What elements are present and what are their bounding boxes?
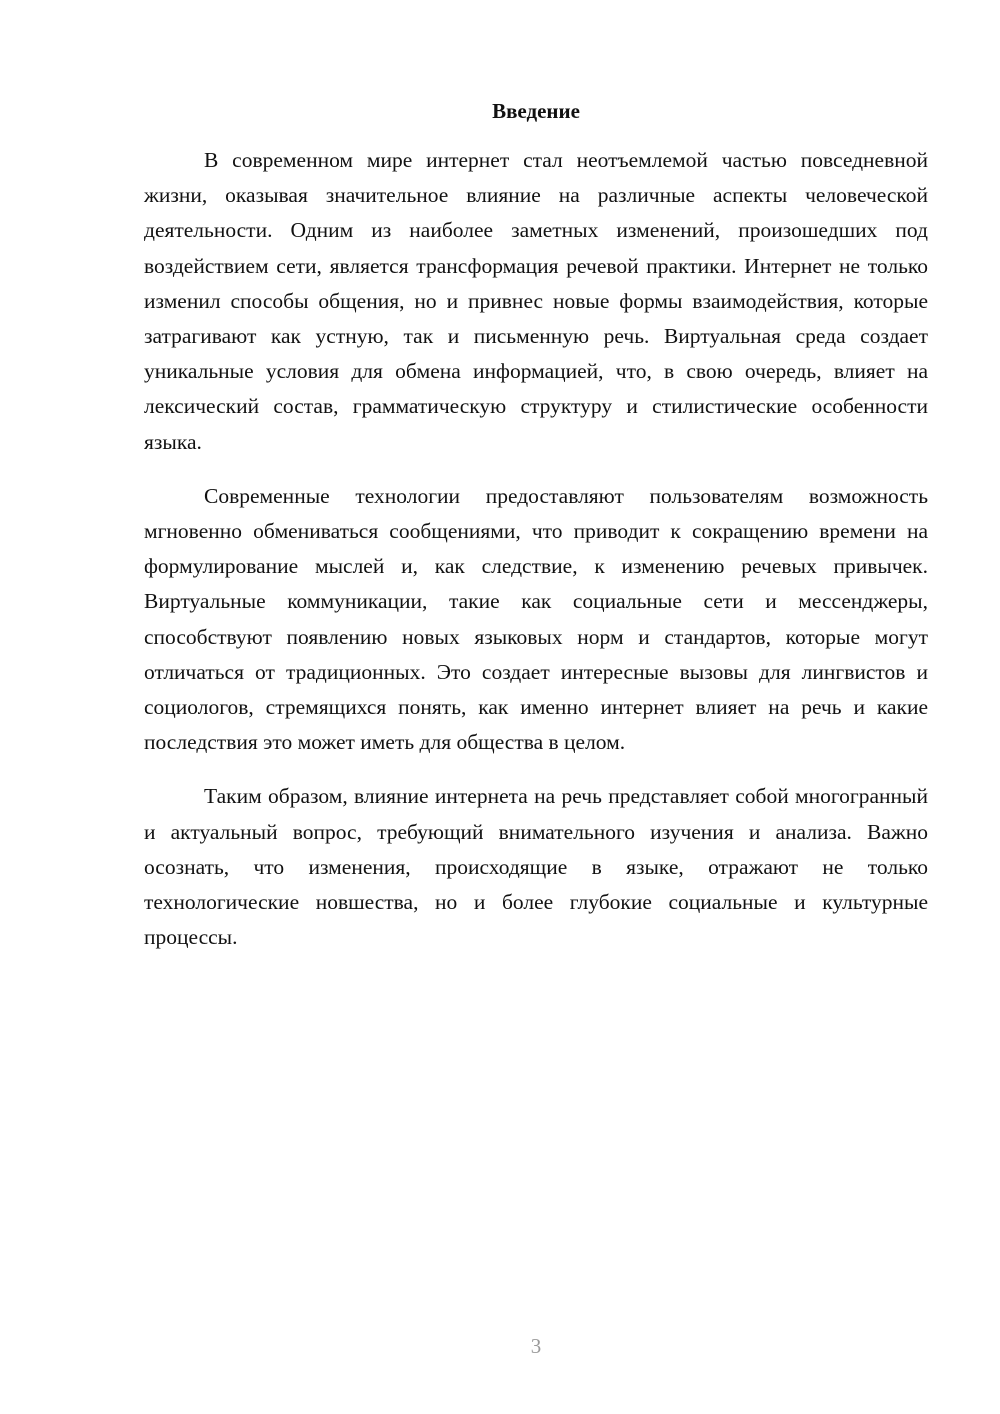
page-title: Введение: [492, 99, 580, 123]
page-number: 3: [530, 1334, 542, 1358]
paragraph-2: Современные технологии предоставляют пользователям возможность мгновенно обмениваться сообщениями, что приводит к сокращению времени на формулирование мыслей и, как следствие, к изменению речевых привычек. Виртуальные коммуникации, такие как социальные сети и мессенджеры, способствуют появлению новых языковых норм и стандартов, которые могут отличаться от традиционных. Это создает интересные вызовы для лингвистов и социологов, стремящихся понять, как именно интернет влияет на речь и какие последствия это может иметь для общества в целом.: [144, 483, 928, 755]
paragraph-3: Таким образом, влияние интернета на речь представляет собой многогранный и актуальный вопрос, требующий внимательного изучения и анализа. Важно осознать, что изменения, происходящие в языке, отражают не только технологические новшества, но и более глубокие социальные и культурные процессы.: [144, 784, 928, 950]
paragraph-1: В современном мире интернет стал неотъемлемой частью повседневной жизни, оказывая значительное влияние на различные аспекты человеческой деятельности. Одним из наиболее заметных изменений, произошедших под воздействием сети, является трансформация речевой практики. Интернет не только изменил способы общения, но и привнес новые формы взаимодействия, которые затрагивают как устную, так и письменную речь. Виртуальная среда создает уникальные условия для обмена информацией, что, в свою очередь, влияет на лексический состав, грамматическую структуру и стилистические особенности языка.: [144, 148, 928, 454]
body-text: [144, 143, 928, 974]
